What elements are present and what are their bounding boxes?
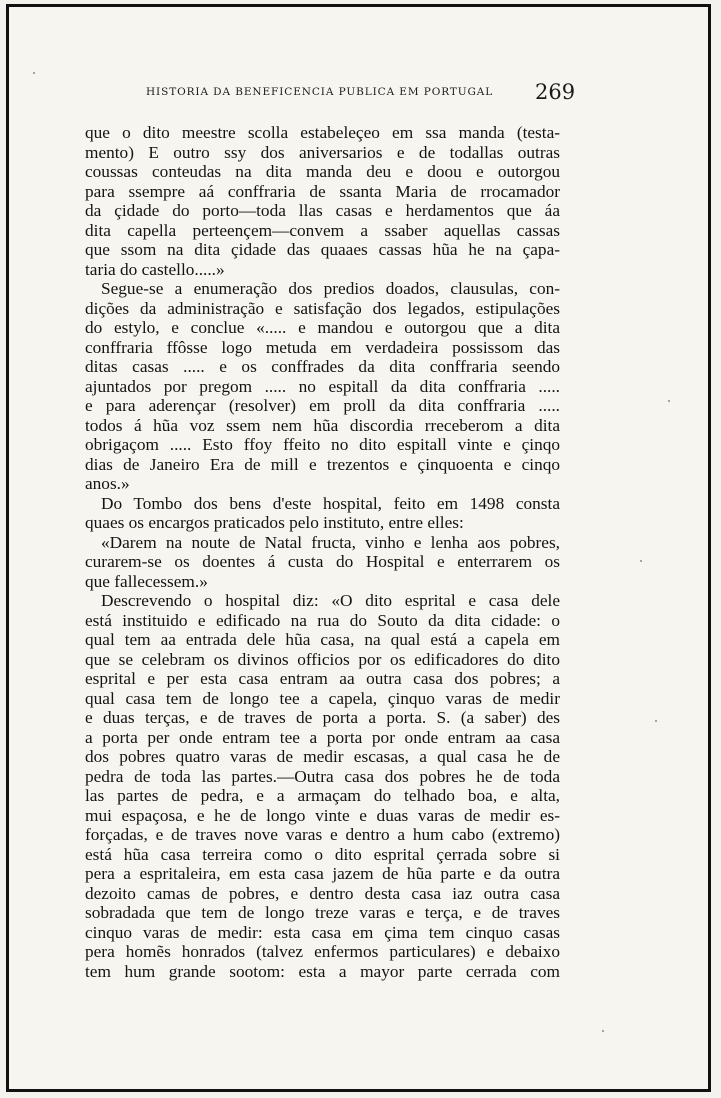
text-line: da çidade do porto—toda llas casas e herdamentos que áa	[85, 201, 560, 220]
text-line: qual casa tem de longo tee a capela, çinquo varas de medir	[85, 688, 560, 708]
text-line: que ssom na dita çidade das quaaes cassas hũa he na çapa-	[85, 240, 560, 259]
text-line: las partes de pedra, e a armaçam do telhado boa, e alta,	[85, 786, 560, 805]
text-line: pera homẽs honrados (talvez enfermos particulares) e debaixo	[85, 942, 560, 961]
paper-speck	[640, 560, 642, 562]
text-line: tem hum grande sootom: esta a mayor parte cerrada com	[85, 961, 560, 981]
text-line: pedra de toda las partes.—Outra casa dos pobres he de toda	[85, 766, 560, 786]
text-line: mento) E outro ssy dos aniversarios e de todallas outras	[85, 142, 560, 162]
text-line: que o dito meestre scolla estabeleçeo em ssa manda (testa-	[85, 123, 560, 142]
text-line: qual tem aa entrada dele hũa casa, na qual está a capela em	[85, 630, 560, 649]
text-line: está hũa casa terreira como o dito esprital çerrada sobre si	[85, 844, 560, 864]
text-line: e para aderençar (resolver) em proll da dita conffraria .....	[85, 396, 560, 415]
text-line: para ssempre aá conffraria de ssanta Maria de rrocamador	[85, 181, 560, 201]
text-line: «Darem na noute de Natal fructa, vinho e lenha aos pobres,	[101, 532, 560, 552]
text-line: ditas casas ..... e os conffrades da dita conffraria seendo	[85, 357, 560, 376]
text-line: que fallecessem.»	[85, 571, 208, 591]
text-line: e duas terças, e de traves de porta a porta. S. (a saber) des	[85, 708, 560, 727]
text-line: está instituido e edificado na rua do Souto da dita cidade: o	[85, 610, 560, 630]
text-line: todos á hũa voz ssem nem hũa discordia rreceberom a dita	[85, 415, 560, 435]
text-line: dos pobres quatro varas de medir escasas, a qual casa he de	[85, 747, 560, 766]
paper-speck	[668, 400, 670, 402]
text-line: conffraria ffôsse logo metuda em verdadeira possissom das	[85, 337, 560, 357]
body-text	[85, 123, 560, 981]
text-line: cinquo varas de medir: esta casa em çima tem cinquo casas	[85, 922, 560, 942]
paper-speck	[33, 72, 35, 74]
text-line: anos.»	[85, 474, 130, 493]
text-line: Do Tombo dos bens d'este hospital, feito em 1498 consta	[101, 493, 560, 513]
text-line: curarem-se os doentes á custa do Hospital e enterrarem os	[85, 552, 560, 571]
text-line: esprital e per esta casa entram aa outra casa dos pobres; a	[85, 669, 560, 688]
text-line: ajuntados por pregom ..... no espitall da dita conffraria .....	[85, 376, 560, 396]
text-line: mui espaçosa, e he de longo vinte e duas varas de medir es-	[85, 805, 560, 825]
running-title: HISTORIA DA BENEFICENCIA PUBLICA EM PORTUGAL	[146, 86, 494, 98]
text-line: dições da administração e satisfação dos legados, estipulações	[85, 298, 560, 318]
text-line: Segue-se a enumeração dos predios doados, clausulas, con-	[101, 279, 560, 298]
text-line: coussas conteudas na dita manda deu e doou e outorgou	[85, 162, 560, 181]
page-number: 269	[535, 80, 576, 104]
text-line: quaes os encargos praticados pelo instituto, entre elles:	[85, 513, 464, 532]
text-line: taria do castello.....»	[85, 259, 225, 279]
text-line: que se celebram os divinos officios por os edificadores do dito	[85, 649, 560, 669]
text-line: dezoito camas de pobres, e dentro desta casa iaz outra casa	[85, 883, 560, 903]
paper-speck	[602, 1030, 604, 1032]
text-line: dita capella perteençem—convem a ssaber aquellas cassas	[85, 220, 560, 240]
text-line: forçadas, e de traves nove varas e dentro a hum cabo (extremo)	[85, 825, 560, 844]
paper-speck	[655, 720, 657, 722]
text-line: dias de Janeiro Era de mill e trezentos e çinquoenta e cinqo	[85, 454, 560, 474]
text-line: pera a espritaleira, em esta casa jazem de hũa parte e da outra	[85, 864, 560, 883]
page-header	[80, 78, 580, 108]
text-line: a porta per onde entram tee a porta por onde entram aa casa	[85, 727, 560, 747]
text-line: Descrevendo o hospital diz: «O dito esprital e casa dele	[101, 591, 560, 610]
text-line: do estylo, e conclue «..... e mandou e outorgou que a dita	[85, 318, 560, 337]
text-line: sobradada que tem de longo treze varas e terça, e de traves	[85, 903, 560, 922]
text-line: obrigaçom ..... Esto ffoy ffeito no dito espitall vinte e çinqo	[85, 435, 560, 454]
